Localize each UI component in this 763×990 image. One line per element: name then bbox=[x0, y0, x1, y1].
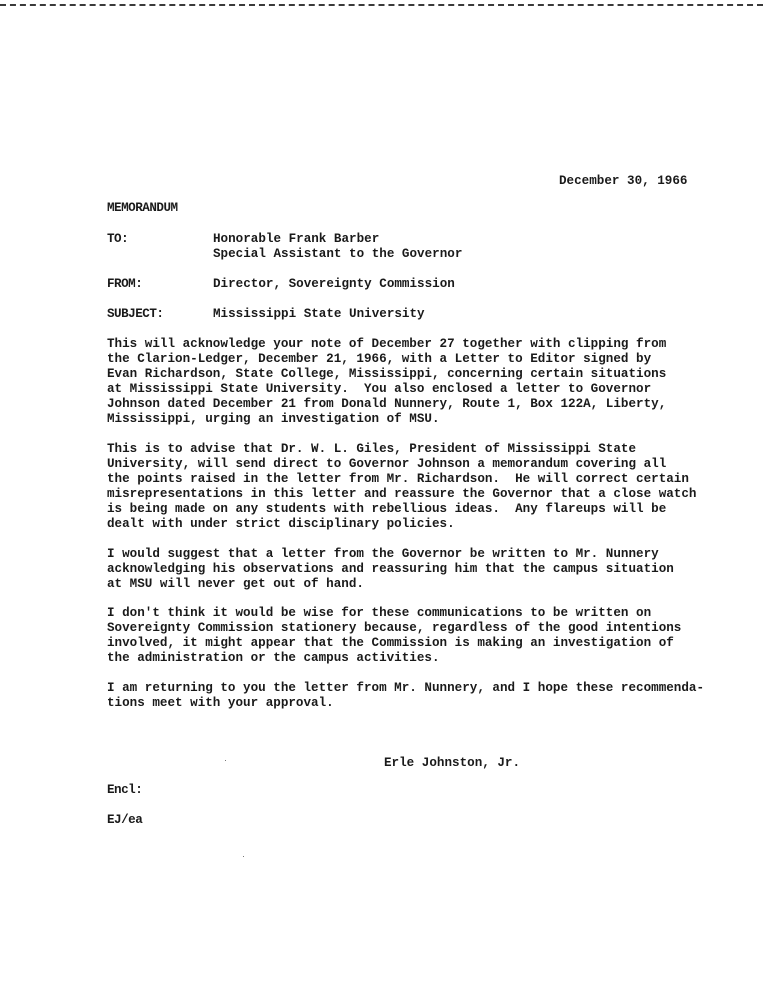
para5-line-1: I am returning to you the letter from Mr. Nunnery, and I hope these recommenda- bbox=[107, 681, 705, 695]
signature-name: Erle Johnston, Jr. bbox=[384, 756, 521, 770]
from-label: FROM: bbox=[107, 277, 143, 291]
to-label: TO: bbox=[107, 232, 129, 246]
para4-line-1: I don't think it would be wise for these communications to be written on bbox=[107, 606, 652, 620]
memo-type-heading: MEMORANDUM bbox=[107, 201, 178, 215]
para2-line-2: University, will send direct to Governor Johnson a memorandum covering all bbox=[107, 457, 667, 471]
para4-line-3: involved, it might appear that the Commission is making an investigation of bbox=[107, 636, 674, 650]
subject-value: Mississippi State University bbox=[213, 307, 425, 321]
para4-line-4: the administration or the campus activities. bbox=[107, 651, 440, 665]
para5-line-2: tions meet with your approval. bbox=[107, 696, 334, 710]
para1-line-4: at Mississippi State University. You also enclosed a letter to Governor bbox=[107, 382, 652, 396]
para1-line-2: the Clarion-Ledger, December 21, 1966, with a Letter to Editor signed by bbox=[107, 352, 652, 366]
enclosure-note: Encl: bbox=[107, 783, 143, 797]
para3-line-2: acknowledging his observations and reassuring him that the campus situation bbox=[107, 562, 674, 576]
para2-line-6: dealt with under strict disciplinary policies. bbox=[107, 517, 455, 531]
paper-speck bbox=[225, 760, 226, 761]
reference-initials: EJ/ea bbox=[107, 813, 143, 827]
para3-line-3: at MSU will never get out of hand. bbox=[107, 577, 364, 591]
para1-line-1: This will acknowledge your note of December 27 together with clipping from bbox=[107, 337, 667, 351]
subject-label: SUBJECT: bbox=[107, 307, 164, 321]
page-top-edge bbox=[0, 4, 763, 6]
para1-line-3: Evan Richardson, State College, Mississippi, concerning certain situations bbox=[107, 367, 667, 381]
from-value: Director, Sovereignty Commission bbox=[213, 277, 455, 291]
para2-line-5: is being made on any students with rebellious ideas. Any flareups will be bbox=[107, 502, 667, 516]
para3-line-1: I would suggest that a letter from the Governor be written to Mr. Nunnery bbox=[107, 547, 659, 561]
para2-line-1: This is to advise that Dr. W. L. Giles, President of Mississippi State bbox=[107, 442, 637, 456]
para4-line-2: Sovereignty Commission stationery because, regardless of the good intentions bbox=[107, 621, 682, 635]
para2-line-4: misrepresentations in this letter and reassure the Governor that a close watch bbox=[107, 487, 697, 501]
to-line-2: Special Assistant to the Governor bbox=[213, 247, 463, 261]
para2-line-3: the points raised in the letter from Mr. Richardson. He will correct certain bbox=[107, 472, 689, 486]
paper-speck bbox=[243, 856, 244, 857]
para1-line-6: Mississippi, urging an investigation of MSU. bbox=[107, 412, 440, 426]
to-line-1: Honorable Frank Barber bbox=[213, 232, 380, 246]
para1-line-5: Johnson dated December 21 from Donald Nunnery, Route 1, Box 122A, Liberty, bbox=[107, 397, 667, 411]
memo-date: December 30, 1966 bbox=[559, 174, 688, 188]
